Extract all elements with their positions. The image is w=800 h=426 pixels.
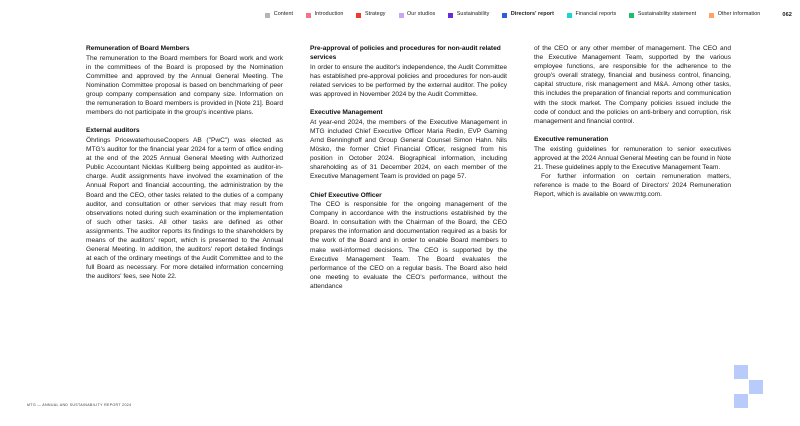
nav-item-financial-reports[interactable] <box>567 12 616 17</box>
section-heading-chief-executive-officer: Chief Executive Officer <box>310 191 382 199</box>
page-number: 062 <box>782 12 792 18</box>
nav-item-strategy[interactable] <box>356 12 385 17</box>
nav-item-sustainability-statement[interactable] <box>629 12 696 17</box>
paragraph-spacer <box>86 117 283 126</box>
nav-item-label: Other information <box>717 11 761 18</box>
decorative-block-icon <box>749 380 763 394</box>
nav-color-swatch-icon <box>629 13 634 18</box>
paragraph-spacer <box>310 181 507 190</box>
decorative-block-icon <box>734 365 748 379</box>
section-heading-executive-management: Executive Management <box>310 109 383 117</box>
nav-color-swatch-icon <box>356 13 361 18</box>
page-body <box>86 44 732 291</box>
paragraph-executive-remuneration: The existing guidelines for remuneration to senior executives approved at the 2024 Annual General Meeting can be found in Note 21. These guidelines apply to the Executive Management Team. <box>534 145 731 171</box>
paragraph-external-auditors: Öhrlings PricewaterhouseCoopers AB ("PwC") was elected as MTG's auditor for the financial year 2024 for a term of office ending at the end of the 2025 Annual General Meeting with Authorized Public Accountant Nicklas Kullberg being appointed as auditor-in-charge. Audit assignments have involved the examination of the Annual Report and financial accounting, the administration by the Board and the CEO, other tasks related to the duties of a company auditor, and consultation or other services that may result from observations noted during such examination or the implementation of such other tasks. All other tasks are defined as other assignments. The auditor reports its findings to the shareholders by means of the auditors' report, which is presented to the Annual General Meeting. In addition, the auditors' report detailed findings at each of the ordinary meetings of the Audit Committee and to the full Board as necessary. For more detailed information concerning the auditors' fees, see Note 22. <box>86 136 283 281</box>
section-heading-external-auditors: External auditors <box>86 127 140 135</box>
nav-item-label: Strategy <box>364 11 386 18</box>
nav-color-swatch-icon <box>265 13 270 18</box>
nav-color-swatch-icon <box>399 13 404 18</box>
nav-item-label: Sustainability <box>456 11 490 18</box>
paragraph-spacer <box>534 126 731 135</box>
nav-item-sustainability[interactable] <box>448 12 489 17</box>
decorative-block-icon <box>734 394 748 408</box>
text-column-2 <box>310 44 507 291</box>
paragraph-board-remuneration: The remuneration to the Board members for Board work and work in the committees of the Board is proposed by the Nomination Committee and approved by the Annual General Meeting. The Nomination Committee proposal is based on benchmarking of peer group company compensation and company size. Information on the remuneration to Board members is provided in [Note 21]. Board members do not participate in the group's incentive plans. <box>86 54 283 117</box>
nav-item-label: Content <box>273 11 294 18</box>
nav-color-swatch-icon <box>448 13 453 18</box>
text-column-3 <box>534 44 731 291</box>
nav-color-swatch-icon <box>709 13 714 18</box>
paragraph-spacer <box>310 99 507 108</box>
nav-item-list <box>265 12 792 18</box>
nav-item-other-information[interactable] <box>709 12 760 17</box>
paragraph-further-information: For further information on certain remuneration matters, reference is made to the Board of Directors' 2024 Remuneration Report, which is available on www.mtg.com. <box>534 172 731 198</box>
nav-item-label: Our studios <box>407 11 436 18</box>
nav-item-label: Directors' report <box>510 11 554 18</box>
nav-color-swatch-icon <box>502 13 507 18</box>
decorative-pixel-blocks <box>734 365 777 408</box>
footer-report-title: MTG — ANNUAL AND SUSTAINABILITY REPORT 2024 <box>27 403 132 407</box>
nav-color-swatch-icon <box>306 13 311 18</box>
section-heading-remuneration-of-board-members: Remuneration of Board Members <box>86 45 190 52</box>
nav-item-our-studios[interactable] <box>399 12 436 17</box>
nav-item-label: Introduction <box>314 11 344 18</box>
paragraph-pre-approval: In order to ensure the auditor's independence, the Audit Committee has established pre-approval policies and procedures for non-audit related services to be performed by the external auditor. The policy was approved in November 2024 by the Audit Committee. <box>310 63 507 98</box>
nav-item-label: Financial reports <box>575 11 617 18</box>
nav-item-content[interactable] <box>265 12 293 17</box>
nav-item-introduction[interactable] <box>306 12 343 17</box>
nav-color-swatch-icon <box>567 13 572 18</box>
nav-item-label: Sustainability statement <box>637 11 697 18</box>
nav-item-directors-report[interactable] <box>502 12 554 17</box>
paragraph-executive-management: At year-end 2024, the members of the Executive Management in MTG included Chief Executive Officer Maria Redin, EVP Gaming Arnd Benninghoff and Group General Counsel Simon Hahn. Nils Mösko, the former Chief Financial Officer, resigned from his position in October 2024. Biographical information, including shareholding as of 31 December 2024, on each member of the Executive Management Team is provided on page 57. <box>310 118 507 181</box>
section-heading-pre-approval-of-policies: Pre-approval of policies and procedures for non-audit related services <box>310 45 501 62</box>
text-column-1 <box>86 44 283 291</box>
paragraph-chief-executive-officer: The CEO is responsible for the ongoing management of the Company in accordance with the instructions established by the Board. In consultation with the Chairman of the Board, the CEO prepares the information and documentation required as a basis for the work of the Board and in order to enable Board members to make well-informed decisions. The CEO is supported by the Executive Management Team. The Board evaluates the performance of the CEO on a regular basis. The Board also held one meeting to evaluate the CEO's performance, without the attendance <box>310 201 507 290</box>
paragraph-ceo-continued: of the CEO or any other member of management. The CEO and the Executive Management Team, supported by the various employee functions, are responsible for the adherence to the group's overall strategy, financial and business control, financing, capital structure, risk management and M&A. Among other tasks, this includes the preparation of financial reports and communication with the stock market. The Company policies issued include the code of conduct and the policies on anti-bribery and corruption, risk management and financial control. <box>534 45 731 125</box>
section-heading-executive-remuneration: Executive remuneration <box>534 135 609 143</box>
top-navigation-bar <box>0 0 800 30</box>
